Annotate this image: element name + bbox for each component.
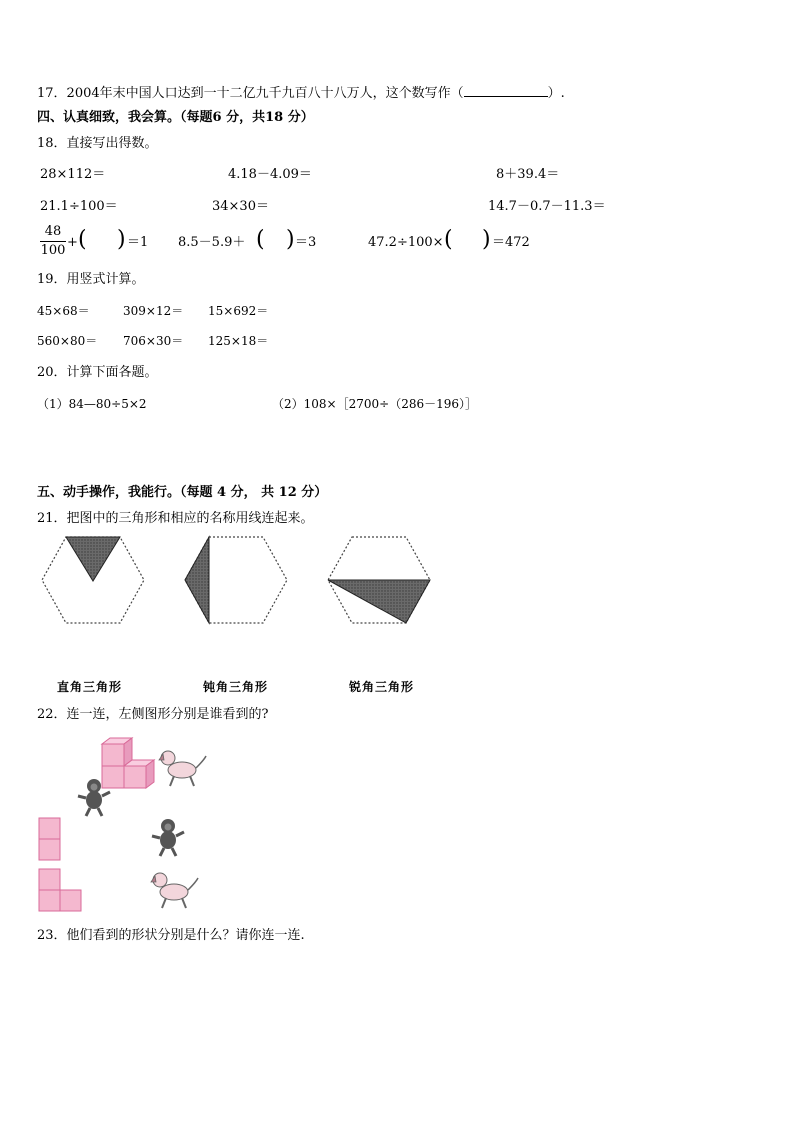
q18-r3-plus: + [67, 235, 78, 250]
q19-r2-c2: 706×30＝ [123, 334, 184, 348]
paren-close: ) [286, 227, 295, 252]
answer-blank[interactable] [464, 84, 548, 97]
q18-r3-expr2: 8.5－5.9＋ [178, 235, 246, 250]
q18-r3-eq1: ＝1 [127, 235, 149, 250]
answer-box-3[interactable] [452, 235, 480, 249]
q18-r1-c2: 4.18－4.09＝ [228, 167, 312, 182]
question-18-title: 18．直接写出得数。 [37, 136, 158, 151]
hexagon-3 [328, 537, 430, 623]
q18-r3-eq2: ＝3 [295, 235, 317, 250]
question-23-title: 23．他们看到的形状分别是什么？请你连一连. [37, 928, 305, 943]
monkey-icon [152, 819, 184, 856]
question-22-title: 22．连一连，左侧图形分别是谁看到的? [37, 707, 269, 722]
q18-r2-c3: 14.7－0.7－11.3＝ [488, 199, 606, 214]
q17-text: 17．2004年末中国人口达到一十二亿九千九百八十八万人，这个数写作（ [37, 86, 464, 101]
question-21-title: 21．把图中的三角形和相应的名称用线连起来。 [37, 511, 314, 526]
q19-r1-c2: 309×12＝ [123, 304, 184, 318]
q18-r2-c1: 21.1÷100＝ [40, 199, 118, 214]
q18-r2-c2: 34×30＝ [212, 199, 269, 214]
q18-r3-eq3: ＝472 [492, 235, 530, 250]
question-17 [37, 84, 565, 102]
hexagon-figures [30, 530, 450, 630]
question-19-title: 19．用竖式计算。 [37, 272, 145, 287]
q19-r1-c3: 15×692＝ [208, 304, 269, 318]
fraction-numerator: 48 [44, 224, 62, 239]
hexagon-2 [185, 537, 287, 623]
answer-box-1[interactable] [85, 235, 115, 249]
q17-end: ）. [547, 86, 565, 101]
q18-r3-expr3: 47.2÷100× [368, 235, 444, 250]
label-obtuse-triangle: 钝角三角形 [203, 680, 269, 694]
fraction-denominator: 100 [40, 243, 66, 258]
section-4-title: 四、认真细致，我会算。（每题6 分，共18 分） [37, 110, 314, 125]
cube-stack [102, 738, 154, 788]
q18-r1-c1: 28×112＝ [40, 167, 106, 182]
dog-icon [151, 873, 198, 908]
label-right-triangle: 直角三角形 [57, 680, 123, 694]
paren-open: ( [256, 227, 265, 252]
label-acute-triangle: 锐角三角形 [349, 680, 415, 694]
q19-r2-c3: 125×18＝ [208, 334, 269, 348]
paren-close: ) [117, 227, 126, 252]
answer-box-2[interactable] [263, 235, 285, 249]
question-20-title: 20．计算下面各题。 [37, 365, 158, 380]
paren-open: ( [444, 227, 453, 252]
paren-open: ( [78, 227, 87, 252]
dog-icon [159, 751, 206, 786]
view-two-squares [39, 818, 60, 860]
section-5-title: 五、动手操作，我能行。（每题 4 分， 共 12 分） [37, 485, 328, 500]
q20-item-1: （1）84—80÷5×2 [37, 397, 147, 411]
fraction-bar [40, 241, 66, 242]
paren-close: ) [482, 227, 491, 252]
q20-item-2: （2）108×［2700÷（286－196）］ [272, 397, 477, 411]
hexagon-1 [42, 537, 144, 623]
view-figures [30, 730, 230, 915]
fraction-48-100 [40, 224, 66, 259]
view-three-squares [39, 869, 81, 911]
q19-r1-c1: 45×68＝ [37, 304, 90, 318]
q18-r1-c3: 8＋39.4＝ [496, 167, 560, 182]
q19-r2-c1: 560×80＝ [37, 334, 98, 348]
